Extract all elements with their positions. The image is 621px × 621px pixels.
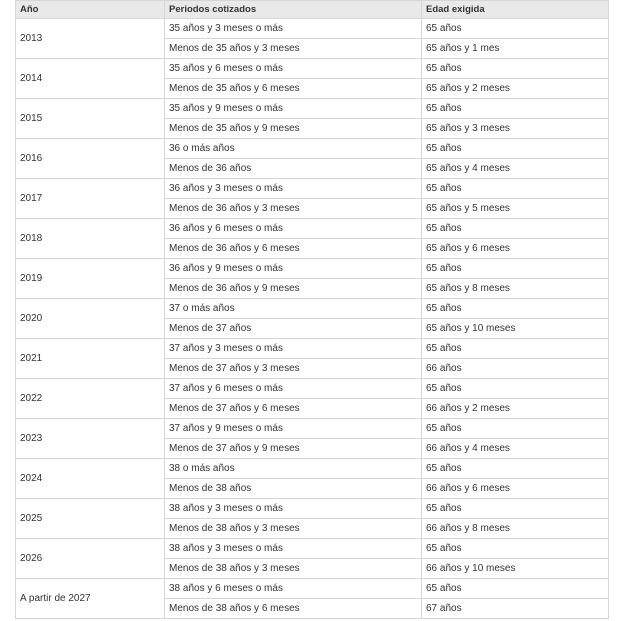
year-cell: 2024 — [16, 459, 165, 499]
retirement-age-table — [15, 0, 609, 619]
age-cell: 65 años — [422, 139, 609, 159]
table-row — [16, 579, 609, 599]
period-cell: Menos de 36 años y 9 meses — [165, 279, 422, 299]
period-cell: 38 o más años — [165, 459, 422, 479]
table-row — [16, 179, 609, 199]
period-cell: 38 años y 6 meses o más — [165, 579, 422, 599]
period-cell: Menos de 37 años y 3 meses — [165, 359, 422, 379]
age-cell: 65 años — [422, 19, 609, 39]
period-cell: Menos de 35 años y 9 meses — [165, 119, 422, 139]
age-cell: 65 años — [422, 299, 609, 319]
age-cell: 65 años — [422, 219, 609, 239]
table-row — [16, 219, 609, 239]
year-cell: 2023 — [16, 419, 165, 459]
period-cell: Menos de 38 años y 6 meses — [165, 599, 422, 619]
retirement-age-table-container — [15, 0, 608, 619]
period-cell: 36 años y 6 meses o más — [165, 219, 422, 239]
header-contribution-periods: Periodos cotizados — [165, 1, 422, 19]
age-cell: 65 años y 3 meses — [422, 119, 609, 139]
table-row — [16, 259, 609, 279]
age-cell: 66 años y 2 meses — [422, 399, 609, 419]
table-body — [16, 19, 609, 619]
table-row — [16, 539, 609, 559]
age-cell: 65 años — [422, 379, 609, 399]
age-cell: 66 años y 4 meses — [422, 439, 609, 459]
period-cell: 37 o más años — [165, 299, 422, 319]
age-cell: 66 años — [422, 359, 609, 379]
period-cell: Menos de 37 años — [165, 319, 422, 339]
header-year: Año — [16, 1, 165, 19]
age-cell: 65 años y 6 meses — [422, 239, 609, 259]
period-cell: 36 años y 3 meses o más — [165, 179, 422, 199]
age-cell: 66 años y 8 meses — [422, 519, 609, 539]
age-cell: 65 años — [422, 179, 609, 199]
age-cell: 67 años — [422, 599, 609, 619]
period-cell: Menos de 36 años y 6 meses — [165, 239, 422, 259]
period-cell: Menos de 37 años y 6 meses — [165, 399, 422, 419]
year-cell: 2021 — [16, 339, 165, 379]
age-cell: 65 años y 10 meses — [422, 319, 609, 339]
period-cell: Menos de 38 años y 3 meses — [165, 559, 422, 579]
period-cell: 35 años y 6 meses o más — [165, 59, 422, 79]
period-cell: Menos de 38 años y 3 meses — [165, 519, 422, 539]
year-cell: 2015 — [16, 99, 165, 139]
age-cell: 65 años — [422, 99, 609, 119]
period-cell: 35 años y 9 meses o más — [165, 99, 422, 119]
table-row — [16, 419, 609, 439]
period-cell: 37 años y 6 meses o más — [165, 379, 422, 399]
table-row — [16, 459, 609, 479]
period-cell: Menos de 38 años — [165, 479, 422, 499]
table-row — [16, 339, 609, 359]
table-row — [16, 59, 609, 79]
period-cell: 36 años y 9 meses o más — [165, 259, 422, 279]
age-cell: 65 años y 2 meses — [422, 79, 609, 99]
period-cell: 36 o más años — [165, 139, 422, 159]
table-row — [16, 299, 609, 319]
period-cell: 37 años y 3 meses o más — [165, 339, 422, 359]
year-cell: 2014 — [16, 59, 165, 99]
year-cell: 2017 — [16, 179, 165, 219]
age-cell: 65 años — [422, 579, 609, 599]
age-cell: 65 años — [422, 59, 609, 79]
age-cell: 65 años y 1 mes — [422, 39, 609, 59]
age-cell: 65 años — [422, 419, 609, 439]
year-cell: 2018 — [16, 219, 165, 259]
year-cell: 2020 — [16, 299, 165, 339]
year-cell: 2025 — [16, 499, 165, 539]
year-cell: A partir de 2027 — [16, 579, 165, 619]
year-cell: 2016 — [16, 139, 165, 179]
period-cell: 38 años y 3 meses o más — [165, 539, 422, 559]
age-cell: 65 años — [422, 499, 609, 519]
period-cell: Menos de 36 años y 3 meses — [165, 199, 422, 219]
table-row — [16, 19, 609, 39]
table-row — [16, 99, 609, 119]
table-row — [16, 379, 609, 399]
age-cell: 65 años y 8 meses — [422, 279, 609, 299]
year-cell: 2022 — [16, 379, 165, 419]
table-row — [16, 139, 609, 159]
age-cell: 66 años y 6 meses — [422, 479, 609, 499]
period-cell: Menos de 37 años y 9 meses — [165, 439, 422, 459]
header-required-age: Edad exigida — [422, 1, 609, 19]
period-cell: Menos de 35 años y 6 meses — [165, 79, 422, 99]
period-cell: 37 años y 9 meses o más — [165, 419, 422, 439]
age-cell: 66 años y 10 meses — [422, 559, 609, 579]
table-row — [16, 499, 609, 519]
table-header-row — [16, 1, 609, 19]
period-cell: 38 años y 3 meses o más — [165, 499, 422, 519]
age-cell: 65 años — [422, 259, 609, 279]
year-cell: 2013 — [16, 19, 165, 59]
age-cell: 65 años — [422, 459, 609, 479]
year-cell: 2026 — [16, 539, 165, 579]
period-cell: Menos de 35 años y 3 meses — [165, 39, 422, 59]
age-cell: 65 años — [422, 339, 609, 359]
age-cell: 65 años y 4 meses — [422, 159, 609, 179]
period-cell: 35 años y 3 meses o más — [165, 19, 422, 39]
age-cell: 65 años — [422, 539, 609, 559]
age-cell: 65 años y 5 meses — [422, 199, 609, 219]
period-cell: Menos de 36 años — [165, 159, 422, 179]
year-cell: 2019 — [16, 259, 165, 299]
